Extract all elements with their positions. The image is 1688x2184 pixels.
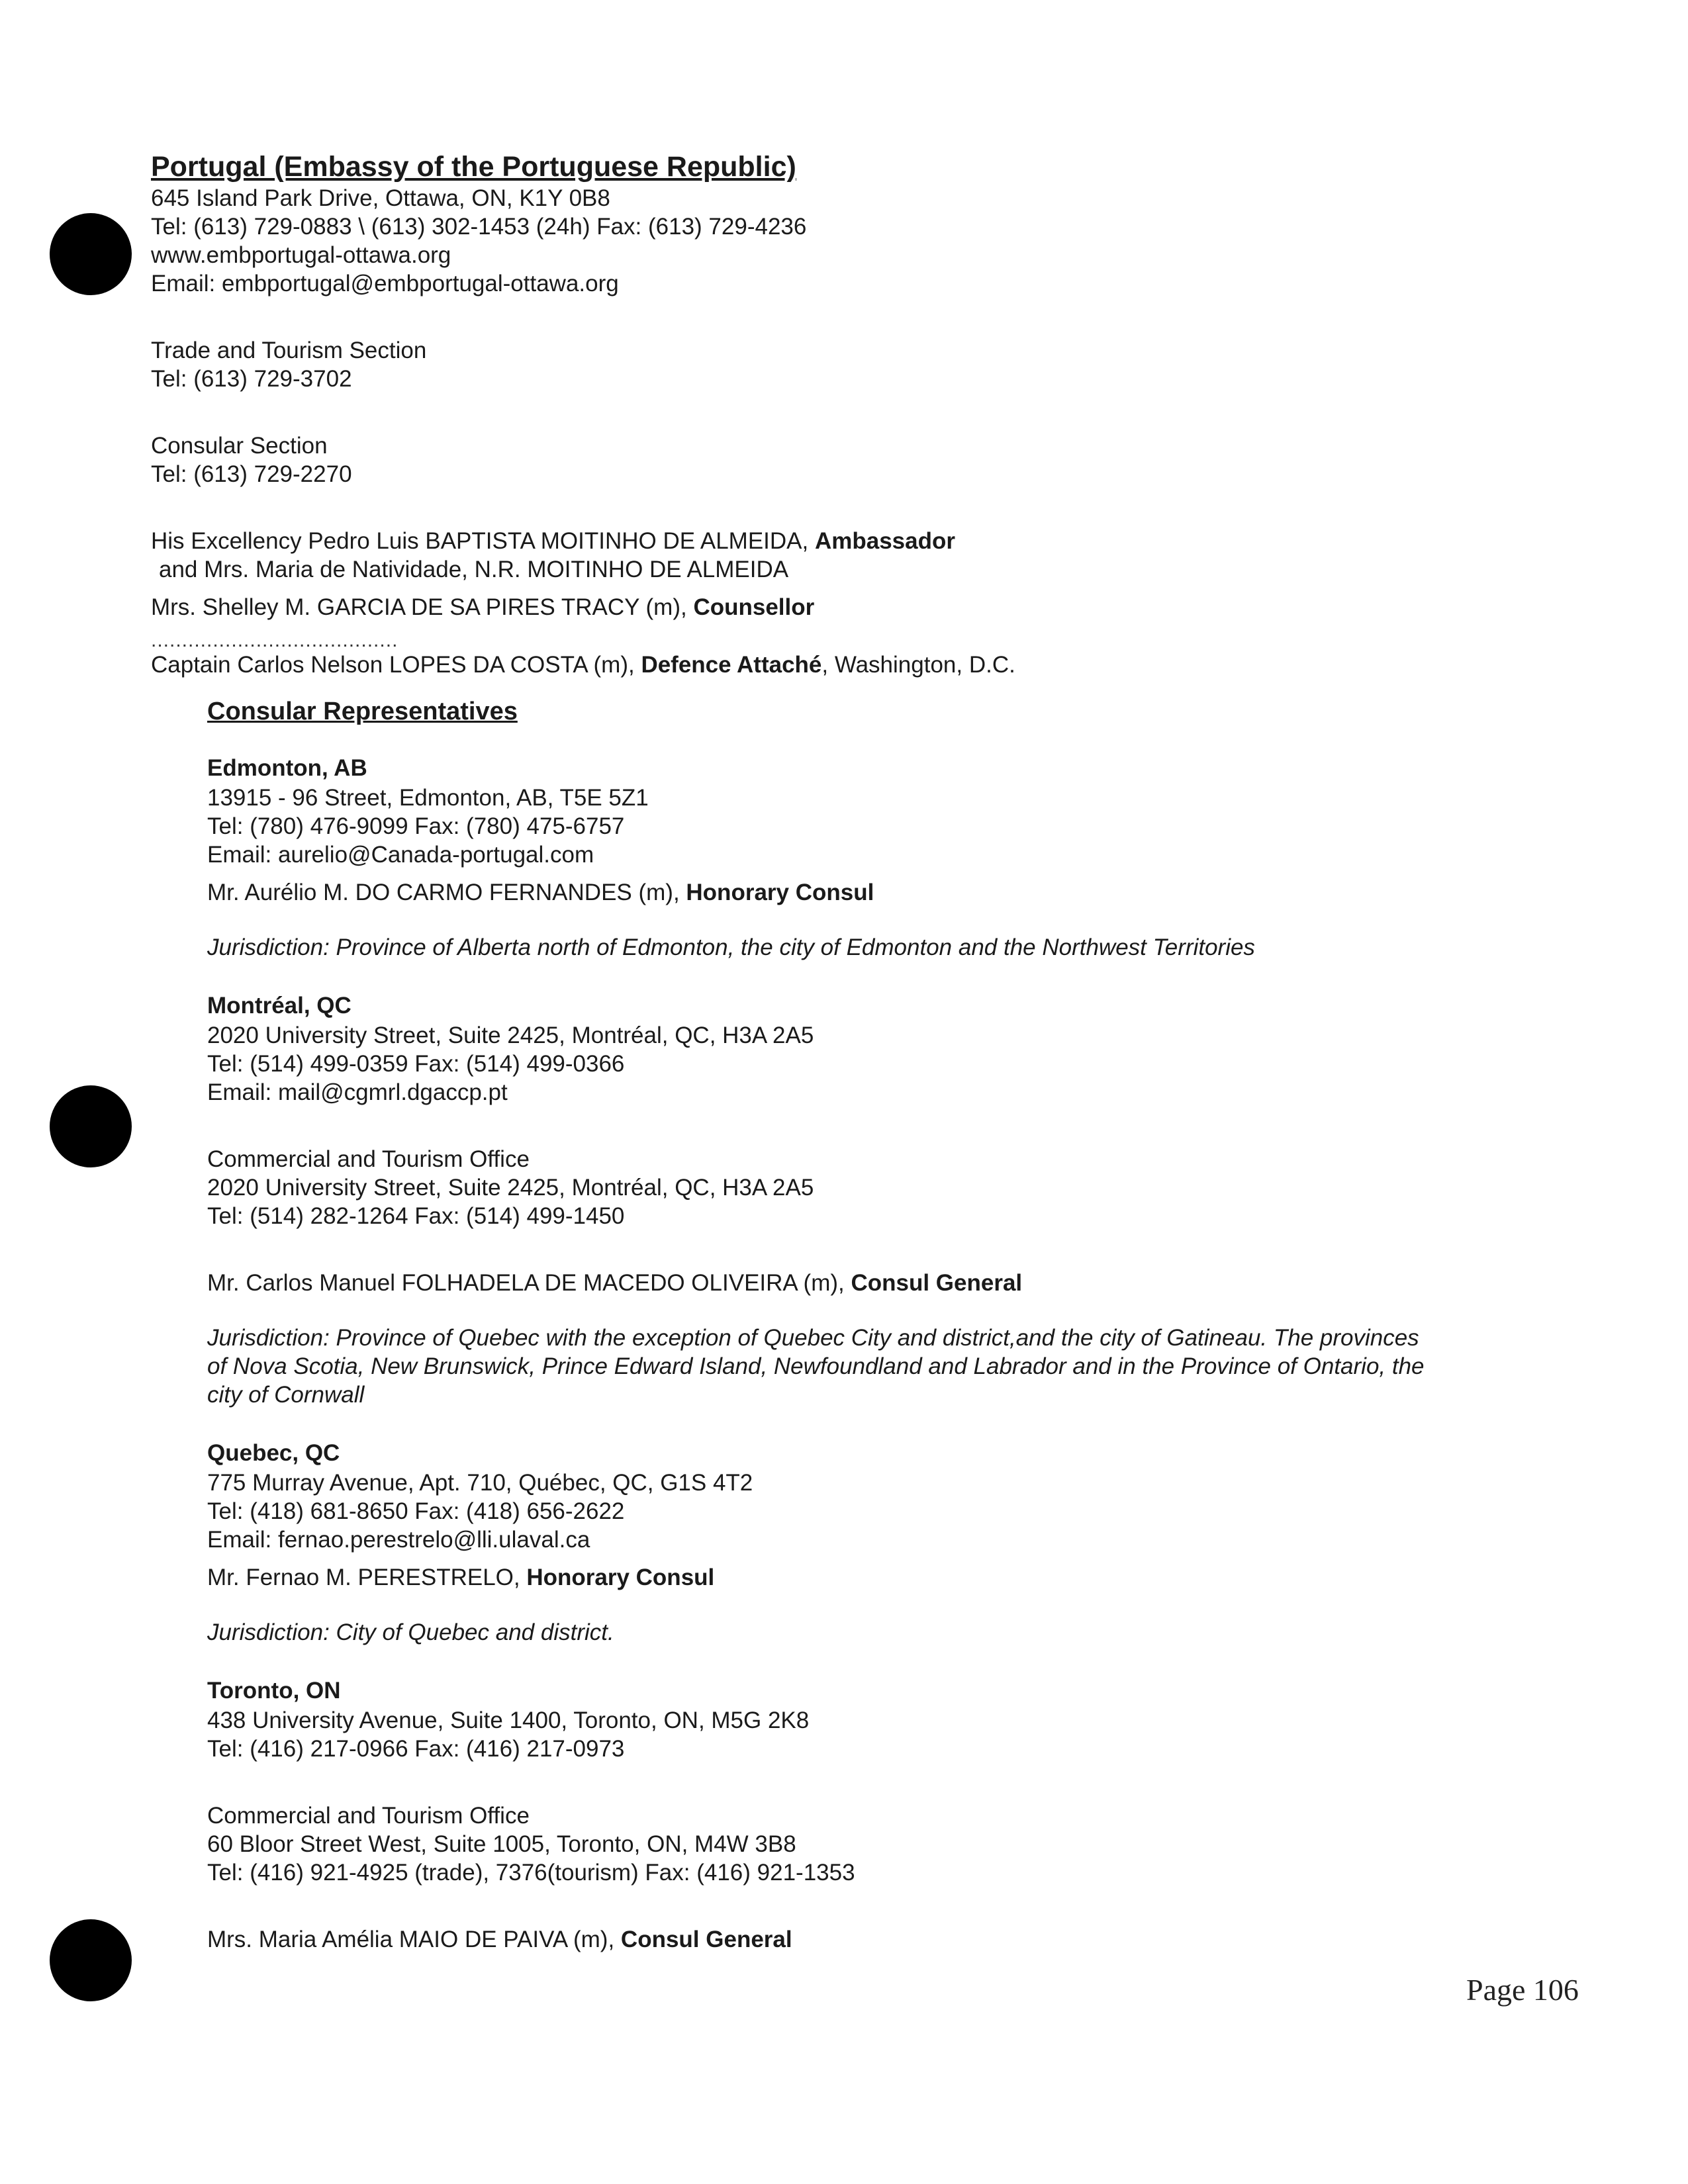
edmonton-consul [207, 878, 1574, 907]
quebec-email: Email: fernao.perestrelo@lli.ulaval.ca [207, 1527, 590, 1553]
montreal-office-tel: Tel: (514) 282-1264 Fax: (514) 499-1450 [207, 1203, 625, 1229]
consular-section-label: Consular Section [151, 433, 328, 459]
montreal-city: Montréal, QC [207, 993, 352, 1019]
quebec-tel: Tel: (418) 681-8650 Fax: (418) 656-2622 [207, 1498, 625, 1524]
punch-hole-middle [50, 1085, 132, 1167]
quebec-address: 775 Murray Avenue, Apt. 710, Québec, QC, G1S 4T2 [207, 1470, 753, 1496]
montreal-jurisdiction-line-1: Jurisdiction: Province of Quebec with the exception of Quebec City and district,and the city of Gatineau. The provinces [207, 1325, 1419, 1351]
toronto-consul-name: Mrs. Maria Amélia MAIO DE PAIVA (m), [207, 1927, 621, 1952]
quebec-city: Quebec, QC [207, 1440, 340, 1466]
quebec-jurisdiction: Jurisdiction: City of Quebec and district. [207, 1619, 614, 1645]
montreal-jurisdiction-line-2: of Nova Scotia, New Brunswick, Prince Edward Island, Newfoundland and Labrador and in the Province of Ontario, the [207, 1353, 1425, 1379]
dotted-separator: ........................................ [151, 629, 399, 651]
attache-entry [151, 651, 1574, 679]
embassy-title: Portugal (Embassy of the Portuguese Republic) [151, 151, 796, 183]
consular-section-tel: Tel: (613) 729-2270 [151, 461, 352, 487]
edmonton-address: 13915 - 96 Street, Edmonton, AB, T5E 5Z1 [207, 785, 649, 811]
toronto-tel: Tel: (416) 217-0966 Fax: (416) 217-0973 [207, 1736, 625, 1762]
edmonton-consul-title: Honorary Consul [686, 880, 874, 905]
montreal-jurisdiction-line-3: city of Cornwall [207, 1382, 365, 1408]
ambassador-entry [151, 527, 1574, 555]
counsellor-title: Counsellor [693, 594, 815, 620]
montreal-tel: Tel: (514) 499-0359 Fax: (514) 499-0366 [207, 1051, 625, 1077]
toronto-consul [207, 1925, 1574, 1954]
montreal-consul-title: Consul General [851, 1270, 1023, 1296]
quebec-consul-title: Honorary Consul [526, 1565, 715, 1590]
trade-section-tel: Tel: (613) 729-3702 [151, 366, 352, 392]
counsellor-entry [151, 593, 1574, 621]
edmonton-jurisdiction: Jurisdiction: Province of Alberta north of Edmonton, the city of Edmonton and the Northwest Territories [207, 934, 1255, 960]
attache-location: , Washington, D.C. [821, 652, 1015, 678]
embassy-email: Email: embportugal@embportugal-ottawa.org [151, 271, 619, 296]
toronto-office-address: 60 Bloor Street West, Suite 1005, Toronto, ON, M4W 3B8 [207, 1831, 796, 1857]
consular-representatives [207, 679, 1574, 1954]
embassy-address: 645 Island Park Drive, Ottawa, ON, K1Y 0B8 [151, 185, 610, 211]
toronto-address: 438 University Avenue, Suite 1400, Toronto, ON, M5G 2K8 [207, 1707, 810, 1733]
montreal-consul [207, 1269, 1574, 1297]
montreal-office-address: 2020 University Street, Suite 2425, Montréal, QC, H3A 2A5 [207, 1175, 814, 1201]
montreal-address: 2020 University Street, Suite 2425, Montréal, QC, H3A 2A5 [207, 1023, 814, 1048]
punch-hole-top [50, 213, 132, 295]
montreal-consul-name: Mr. Carlos Manuel FOLHADELA DE MACEDO OLIVEIRA (m), [207, 1270, 851, 1296]
quebec-consul [207, 1563, 1574, 1592]
ambassador-title: Ambassador [814, 528, 955, 554]
ambassador-spouse: and Mrs. Maria de Natividade, N.R. MOITINHO DE ALMEIDA [159, 557, 789, 582]
toronto-office-tel: Tel: (416) 921-4925 (trade), 7376(tourism) Fax: (416) 921-1353 [207, 1860, 855, 1886]
trade-section-label: Trade and Tourism Section [151, 338, 427, 363]
edmonton-city: Edmonton, AB [207, 755, 367, 781]
attache-title: Defence Attaché [641, 652, 822, 678]
document-page [151, 150, 1574, 1954]
page-number: Page 106 [1466, 1973, 1579, 2007]
edmonton-consul-name: Mr. Aurélio M. DO CARMO FERNANDES (m), [207, 880, 686, 905]
toronto-city: Toronto, ON [207, 1678, 341, 1704]
consular-heading: Consular Representatives [207, 698, 518, 725]
ambassador-name: His Excellency Pedro Luis BAPTISTA MOITINHO DE ALMEIDA, [151, 528, 815, 554]
toronto-consul-title: Consul General [620, 1927, 792, 1952]
embassy-website: www.embportugal-ottawa.org [151, 242, 451, 268]
montreal-office-label: Commercial and Tourism Office [207, 1146, 530, 1172]
toronto-office-label: Commercial and Tourism Office [207, 1803, 530, 1829]
punch-hole-bottom [50, 1919, 132, 2001]
montreal-email: Email: mail@cgmrl.dgaccp.pt [207, 1079, 508, 1105]
counsellor-name: Mrs. Shelley M. GARCIA DE SA PIRES TRACY (m), [151, 594, 694, 620]
embassy-tel: Tel: (613) 729-0883 \ (613) 302-1453 (24h) Fax: (613) 729-4236 [151, 214, 807, 240]
edmonton-email: Email: aurelio@Canada-portugal.com [207, 842, 594, 868]
quebec-consul-name: Mr. Fernao M. PERESTRELO, [207, 1565, 527, 1590]
attache-name: Captain Carlos Nelson LOPES DA COSTA (m), [151, 652, 641, 678]
edmonton-tel: Tel: (780) 476-9099 Fax: (780) 475-6757 [207, 813, 625, 839]
